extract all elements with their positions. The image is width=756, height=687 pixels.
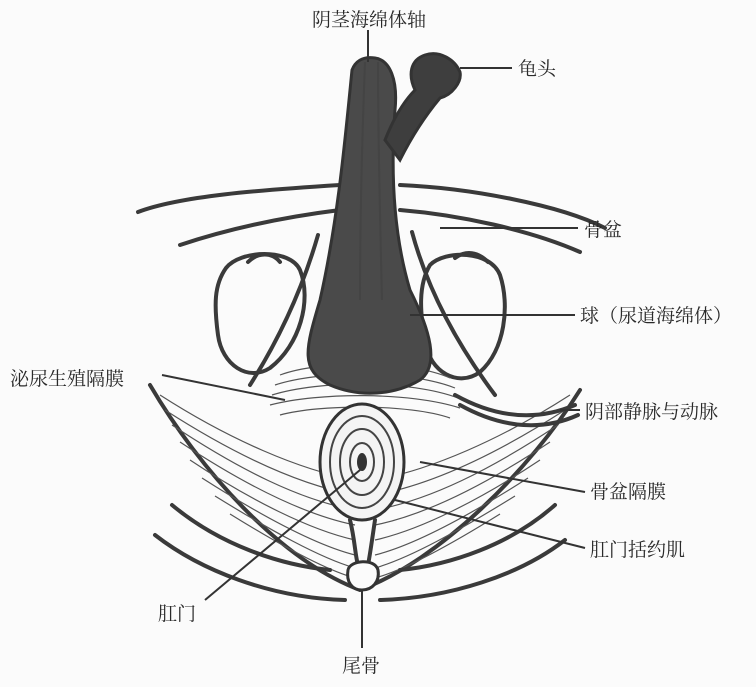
coccyx bbox=[348, 562, 379, 590]
label-anal-sphincter: 肛门括约肌 bbox=[590, 539, 686, 561]
label-pelvis: 骨盆 bbox=[584, 219, 623, 241]
pudendal-vessels bbox=[455, 395, 578, 425]
obturator-foramen-left bbox=[216, 254, 305, 373]
label-corpus-cavernosum-axis: 阴茎海绵体轴 bbox=[312, 9, 427, 31]
label-glans: 龟头 bbox=[518, 58, 557, 80]
leader-urogenital bbox=[162, 375, 285, 400]
label-pelvic-diaphragm: 骨盆隔膜 bbox=[590, 481, 667, 503]
anococcygeal-raphe bbox=[350, 520, 375, 565]
anal-sphincter bbox=[320, 404, 404, 520]
label-bulb: 球（尿道海绵体） bbox=[580, 305, 733, 327]
label-coccyx: 尾骨 bbox=[342, 655, 381, 677]
label-anus: 肛门 bbox=[158, 603, 197, 625]
label-urogenital-diaphragm: 泌尿生殖隔膜 bbox=[10, 368, 125, 390]
label-pudendal-vessels: 阴部静脉与动脉 bbox=[585, 401, 719, 423]
